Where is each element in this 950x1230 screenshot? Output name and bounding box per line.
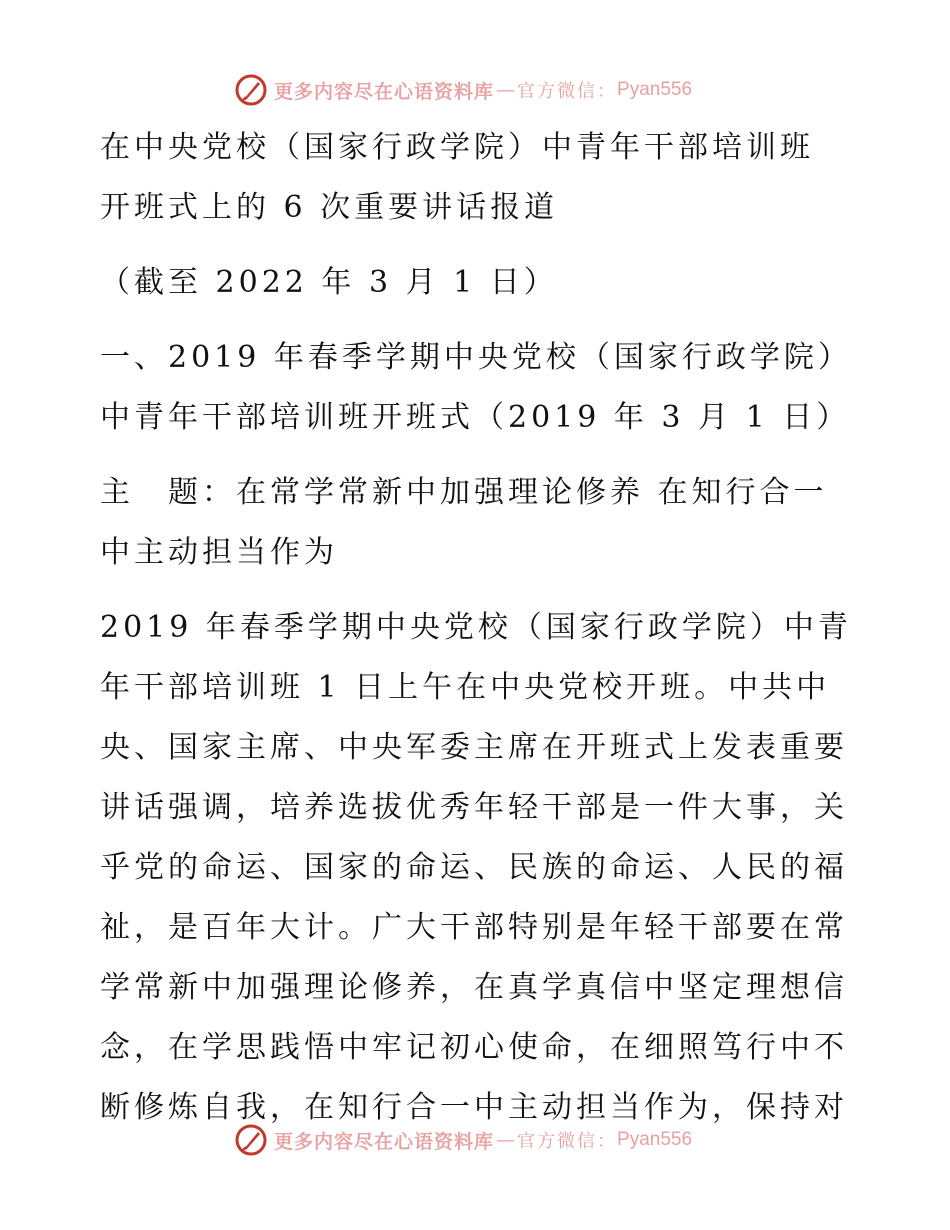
watermark-main-text: 更多内容尽在心语资料库 bbox=[274, 80, 495, 103]
watermark-header bbox=[234, 70, 692, 110]
body-line: 讲话强调，培养选拔优秀年轻干部是一件大事，关 bbox=[100, 790, 848, 825]
document-body bbox=[100, 118, 860, 1138]
quill-logo-icon bbox=[234, 1123, 268, 1157]
theme-line-1: 主 题：在常学常新中加强理论修养 在知行合一 bbox=[100, 475, 828, 510]
watermark-wechat-id: Pyan556 bbox=[617, 1129, 693, 1150]
watermark-footer bbox=[234, 1120, 692, 1160]
body-line: 年干部培训班 1 日上午在中央党校开班。中共中 bbox=[100, 670, 831, 705]
body-line: 念，在学思践悟中牢记初心使命，在细照笃行中不 bbox=[100, 1030, 848, 1065]
title-line-2: 开班式上的 6 次重要讲话报道 bbox=[100, 190, 559, 225]
watermark-main-text: 更多内容尽在心语资料库 bbox=[274, 1130, 495, 1153]
body-line: 断修炼自我，在知行合一中主动担当作为，保持对 bbox=[100, 1090, 848, 1125]
watermark-dash: — bbox=[496, 79, 516, 101]
watermark-wechat-id: Pyan556 bbox=[617, 79, 693, 100]
quill-logo-icon bbox=[234, 73, 268, 107]
theme-line-2: 中主动担当作为 bbox=[100, 535, 338, 570]
body-line: 学常新中加强理论修养，在真学真信中坚定理想信 bbox=[100, 970, 848, 1005]
section-heading-line-2: 中青年干部培训班开班式（2019 年 3 月 1 日） bbox=[100, 400, 851, 435]
watermark-label: 官方微信： bbox=[517, 81, 618, 102]
body-line: 乎党的命运、国家的命运、民族的命运、人民的福 bbox=[100, 850, 848, 885]
section-heading-line-1: 一、2019 年春季学期中央党校（国家行政学院） bbox=[100, 340, 852, 375]
watermark-label: 官方微信： bbox=[517, 1131, 618, 1152]
body-line: 祉，是百年大计。广大干部特别是年轻干部要在常 bbox=[100, 910, 848, 945]
watermark-dash: — bbox=[496, 1129, 516, 1151]
cutoff-date: （截至 2022 年 3 月 1 日） bbox=[100, 265, 558, 300]
title-line-1: 在中央党校（国家行政学院）中青年干部培训班 bbox=[100, 130, 814, 165]
body-line: 央、国家主席、中央军委主席在开班式上发表重要 bbox=[100, 730, 848, 765]
body-line: 2019 年春季学期中央党校（国家行政学院）中青 bbox=[100, 610, 852, 645]
